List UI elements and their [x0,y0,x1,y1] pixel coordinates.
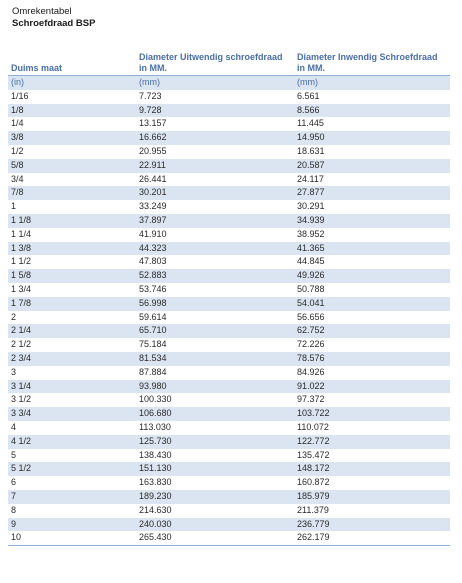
cell-inner-diameter: 135.472 [294,449,450,463]
conversion-table [8,45,450,546]
table-row [8,462,450,476]
cell-inner-diameter: 78.576 [294,352,450,366]
cell-outer-diameter: 37.897 [136,214,294,228]
cell-outer-diameter: 13.157 [136,117,294,131]
cell-outer-diameter: 59.614 [136,311,294,325]
table-row [8,90,450,104]
cell-inch-size: 1/2 [8,145,136,159]
cell-inch-size: 3 1/4 [8,380,136,394]
cell-inner-diameter: 185.979 [294,490,450,504]
cell-inner-diameter: 34.939 [294,214,450,228]
cell-inch-size: 3/8 [8,131,136,145]
cell-inch-size: 1 1/4 [8,228,136,242]
cell-inner-diameter: 50.788 [294,283,450,297]
cell-inch-size: 5 [8,449,136,463]
table-row [8,283,450,297]
cell-inner-diameter: 20.587 [294,159,450,173]
cell-inch-size: 1 1/2 [8,255,136,269]
cell-inner-diameter: 160.872 [294,476,450,490]
document-heading [12,6,95,30]
cell-outer-diameter: 7.723 [136,90,294,104]
unit-inch: (in) [8,76,136,90]
cell-inch-size: 1 7/8 [8,297,136,311]
cell-outer-diameter: 100.330 [136,393,294,407]
cell-outer-diameter: 87.884 [136,366,294,380]
document-title: Omrekentabel [12,6,72,17]
table-row [8,186,450,200]
cell-outer-diameter: 106.680 [136,407,294,421]
cell-inch-size: 4 [8,421,136,435]
table-row [8,449,450,463]
cell-inner-diameter: 6.561 [294,90,450,104]
cell-inner-diameter: 122.772 [294,435,450,449]
header-outer-diameter: Diameter Uitwendig schroefdraad in MM. [136,45,294,76]
cell-inch-size: 8 [8,504,136,518]
header-inner-diameter: Diameter Inwendig Schroefdraad in MM. [294,45,450,76]
cell-outer-diameter: 163.830 [136,476,294,490]
table-row [8,352,450,366]
cell-inner-diameter: 97.372 [294,393,450,407]
cell-outer-diameter: 81.534 [136,352,294,366]
table-row [8,380,450,394]
cell-inner-diameter: 44.845 [294,255,450,269]
cell-inch-size: 6 [8,476,136,490]
cell-inner-diameter: 148.172 [294,462,450,476]
table-row [8,366,450,380]
cell-outer-diameter: 113.030 [136,421,294,435]
cell-inch-size: 1/8 [8,104,136,118]
cell-inner-diameter: 30.291 [294,200,450,214]
table-row [8,104,450,118]
cell-inch-size: 3 3/4 [8,407,136,421]
unit-inner-mm: (mm) [294,76,450,90]
cell-outer-diameter: 20.955 [136,145,294,159]
table-row [8,531,450,545]
cell-outer-diameter: 16.662 [136,131,294,145]
cell-outer-diameter: 53.746 [136,283,294,297]
cell-inch-size: 10 [8,531,136,545]
cell-outer-diameter: 47.803 [136,255,294,269]
cell-inch-size: 2 1/2 [8,338,136,352]
table-row [8,242,450,256]
cell-inner-diameter: 27.877 [294,186,450,200]
cell-inner-diameter: 56.656 [294,311,450,325]
table-row [8,504,450,518]
cell-inch-size: 9 [8,518,136,532]
cell-outer-diameter: 75.184 [136,338,294,352]
cell-inch-size: 2 3/4 [8,352,136,366]
cell-inch-size: 1/4 [8,117,136,131]
cell-inner-diameter: 41.365 [294,242,450,256]
cell-outer-diameter: 9.728 [136,104,294,118]
table-body [8,76,450,546]
cell-inch-size: 2 [8,311,136,325]
table-row [8,269,450,283]
cell-outer-diameter: 214.630 [136,504,294,518]
table-row [8,297,450,311]
header-inch-size: Duims maat [8,45,136,76]
unit-outer-mm: (mm) [136,76,294,90]
cell-outer-diameter: 44.323 [136,242,294,256]
document-subtitle: Schroefdraad BSP [12,18,96,29]
cell-inner-diameter: 8.566 [294,104,450,118]
table-row [8,145,450,159]
cell-outer-diameter: 26.441 [136,173,294,187]
table-row [8,159,450,173]
table-row [8,476,450,490]
cell-inch-size: 1/16 [8,90,136,104]
cell-inch-size: 2 1/4 [8,324,136,338]
cell-inch-size: 1 5/8 [8,269,136,283]
units-row [8,76,450,90]
cell-outer-diameter: 33.249 [136,200,294,214]
cell-inner-diameter: 103.722 [294,407,450,421]
table-header-row [8,45,450,76]
cell-inch-size: 3 [8,366,136,380]
cell-outer-diameter: 151.130 [136,462,294,476]
cell-inner-diameter: 72.226 [294,338,450,352]
cell-inch-size: 4 1/2 [8,435,136,449]
cell-outer-diameter: 65.710 [136,324,294,338]
cell-inner-diameter: 24.117 [294,173,450,187]
cell-inner-diameter: 91.022 [294,380,450,394]
cell-outer-diameter: 30.201 [136,186,294,200]
cell-outer-diameter: 189.230 [136,490,294,504]
table-row [8,324,450,338]
cell-inner-diameter: 38.952 [294,228,450,242]
cell-inch-size: 5 1/2 [8,462,136,476]
cell-inner-diameter: 236.779 [294,518,450,532]
table-row [8,228,450,242]
cell-outer-diameter: 41.910 [136,228,294,242]
cell-outer-diameter: 22.911 [136,159,294,173]
cell-inner-diameter: 14.950 [294,131,450,145]
table-row [8,200,450,214]
cell-outer-diameter: 240.030 [136,518,294,532]
cell-inch-size: 1 1/8 [8,214,136,228]
cell-inch-size: 5/8 [8,159,136,173]
table-row [8,173,450,187]
table-row [8,421,450,435]
cell-inner-diameter: 11.445 [294,117,450,131]
cell-outer-diameter: 125.730 [136,435,294,449]
cell-outer-diameter: 52.883 [136,269,294,283]
table-row [8,407,450,421]
table-row [8,117,450,131]
table-row [8,435,450,449]
table-row [8,255,450,269]
cell-inner-diameter: 62.752 [294,324,450,338]
cell-inch-size: 7 [8,490,136,504]
cell-inch-size: 1 3/8 [8,242,136,256]
cell-inch-size: 1 [8,200,136,214]
cell-inner-diameter: 49.926 [294,269,450,283]
table-row [8,393,450,407]
table-row [8,490,450,504]
cell-inner-diameter: 262.179 [294,531,450,545]
cell-inch-size: 3 1/2 [8,393,136,407]
cell-inch-size: 1 3/4 [8,283,136,297]
cell-inner-diameter: 54.041 [294,297,450,311]
cell-inch-size: 7/8 [8,186,136,200]
table-row [8,338,450,352]
cell-outer-diameter: 265.430 [136,531,294,545]
cell-outer-diameter: 93.980 [136,380,294,394]
table-row [8,518,450,532]
cell-inner-diameter: 18.631 [294,145,450,159]
conversion-table-wrapper [8,45,450,546]
cell-inch-size: 3/4 [8,173,136,187]
cell-inner-diameter: 84.926 [294,366,450,380]
cell-inner-diameter: 110.072 [294,421,450,435]
cell-outer-diameter: 138.430 [136,449,294,463]
table-row [8,311,450,325]
cell-inner-diameter: 211.379 [294,504,450,518]
table-row [8,131,450,145]
table-row [8,214,450,228]
cell-outer-diameter: 56.998 [136,297,294,311]
